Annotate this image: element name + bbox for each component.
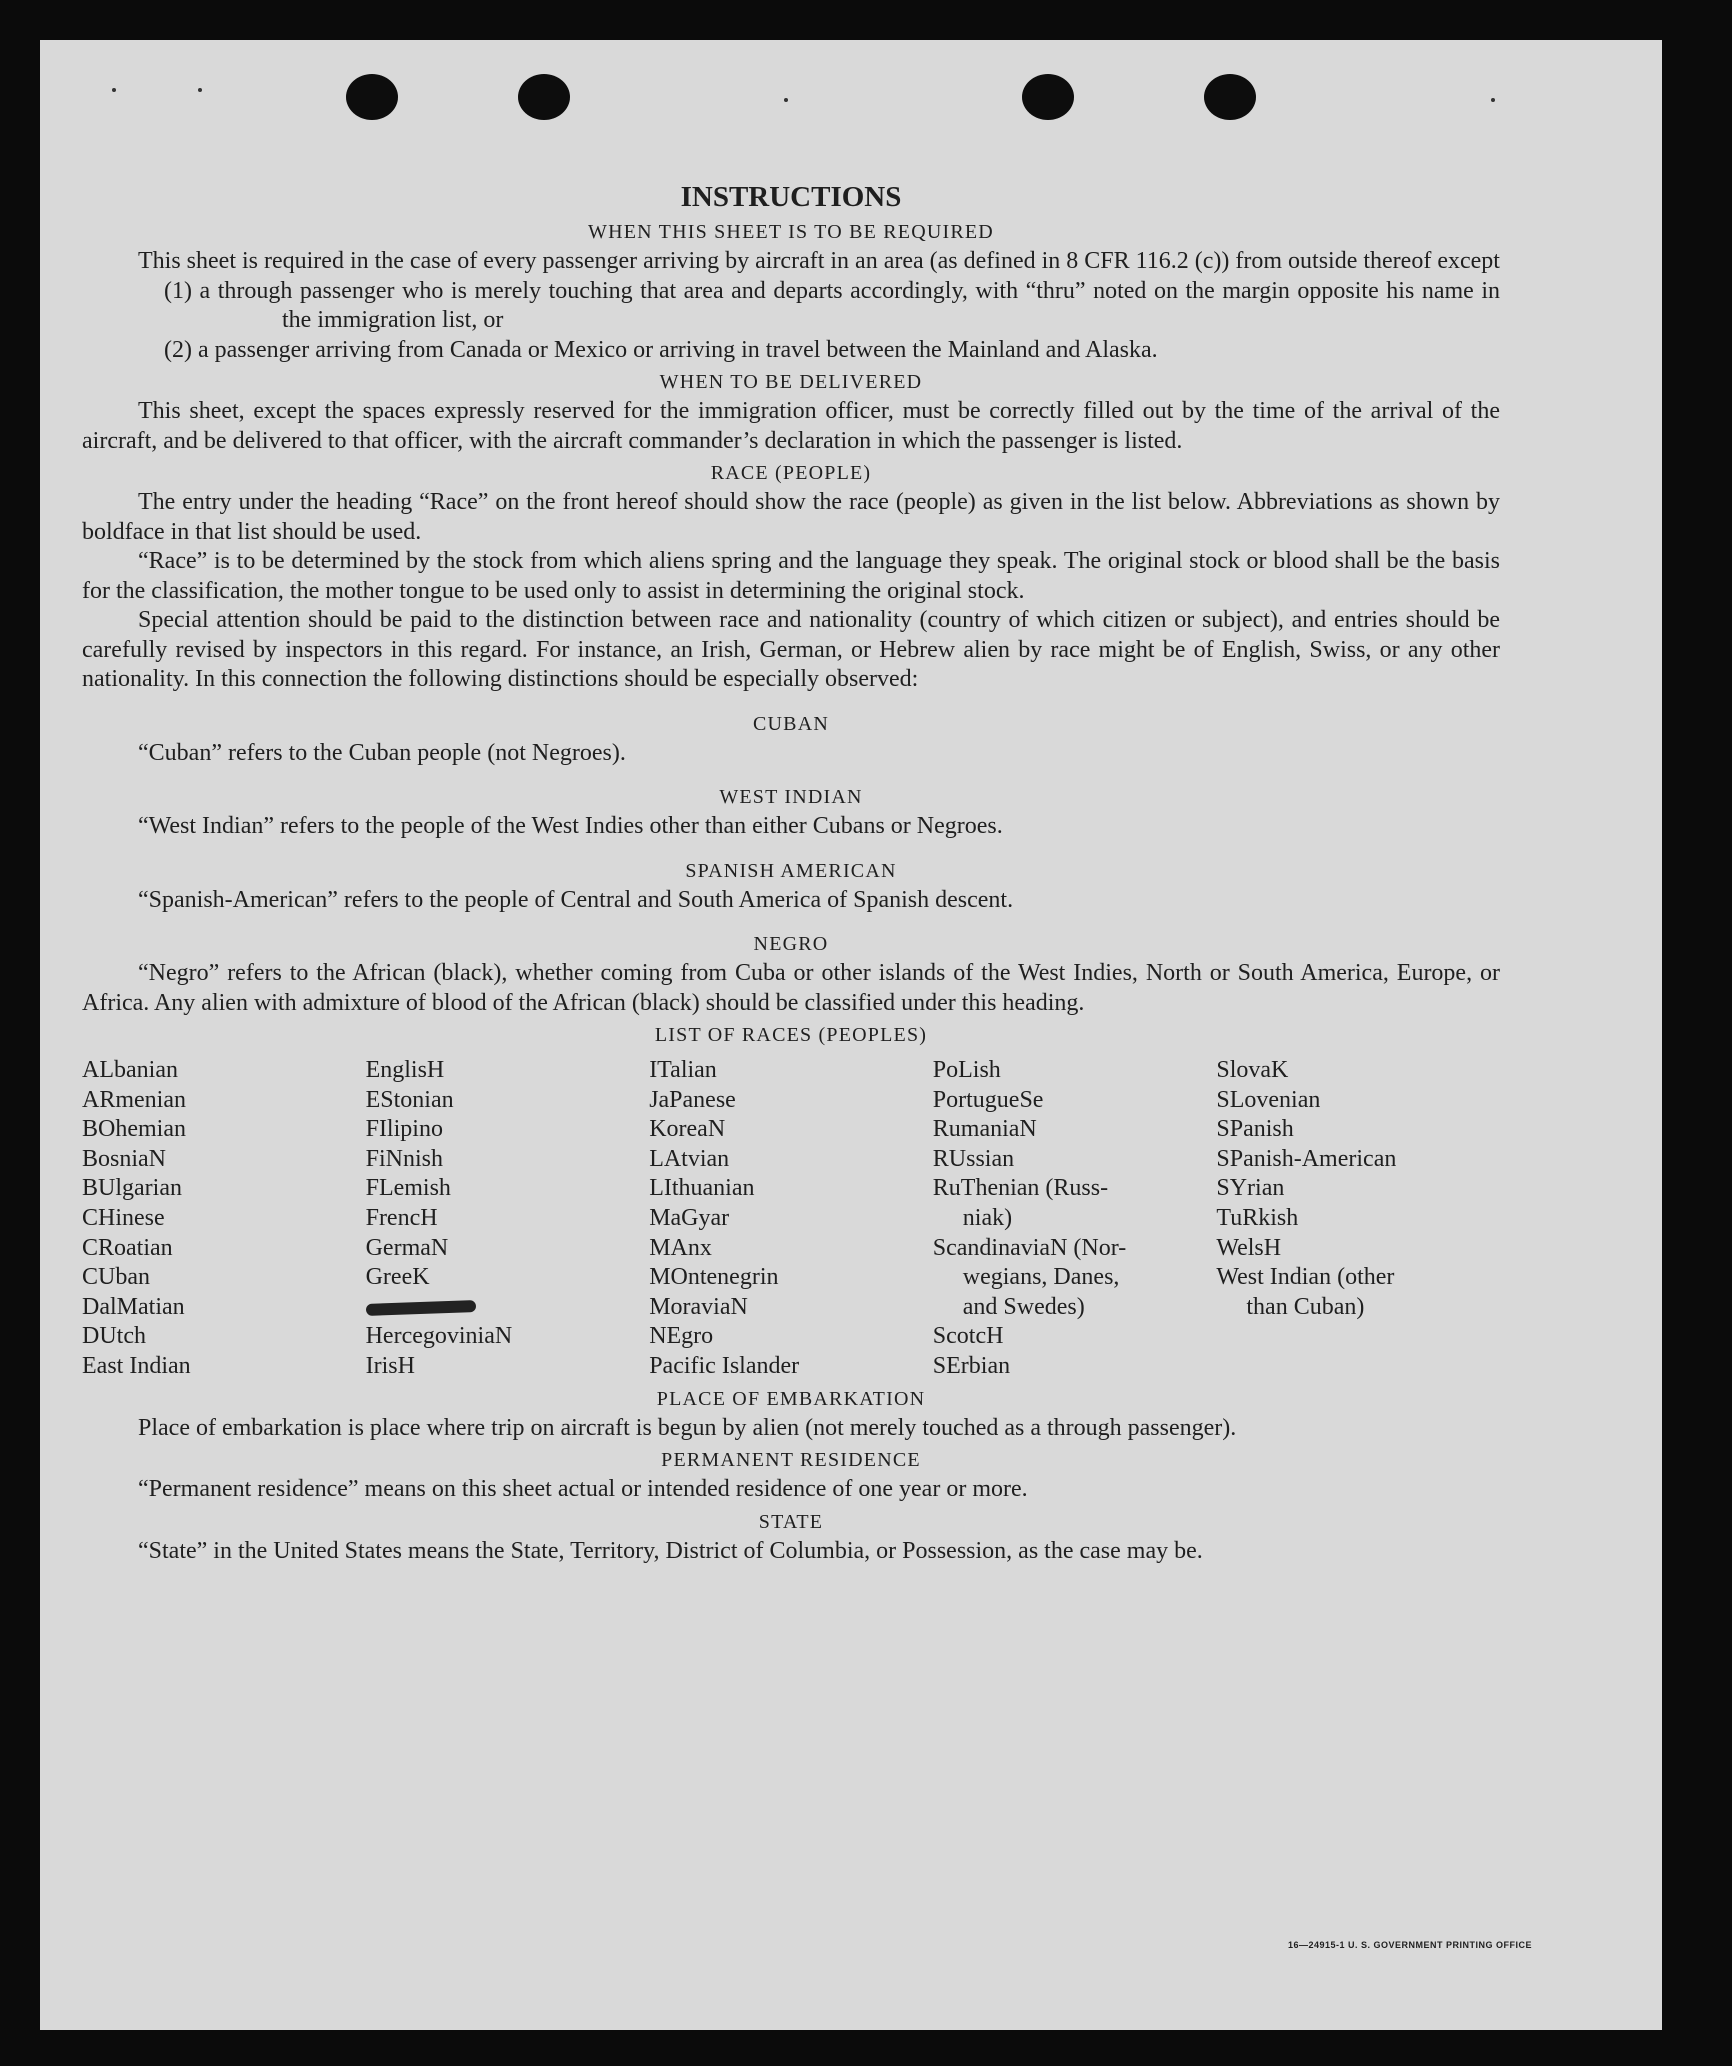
paragraph: “Cuban” refers to the Cuban people (not Negroes). xyxy=(138,739,626,766)
speck xyxy=(198,88,202,92)
section-heading: SPANISH AMERICAN xyxy=(685,859,897,882)
race-entry: MOntenegrin xyxy=(649,1264,779,1291)
paragraph: “State” in the United States means the State, Territory, District of Columbia, or Possession, as the case may be. xyxy=(138,1537,1203,1564)
race-entry: FrencH xyxy=(365,1204,438,1231)
section-heading: STATE xyxy=(758,1510,824,1533)
race-entry: MaGyar xyxy=(649,1204,730,1231)
race-entry: ITalian xyxy=(649,1057,717,1083)
race-entry: niak) xyxy=(962,1204,1013,1231)
race-entry: SlovaK xyxy=(1216,1057,1289,1083)
race-entry: ALbanian xyxy=(82,1057,178,1083)
race-entry: JaPanese xyxy=(649,1086,736,1113)
race-entry: RumaniaN xyxy=(932,1116,1037,1143)
race-entry: and Swedes) xyxy=(962,1293,1085,1320)
printer-imprint: 16—24915-1 U. S. GOVERNMENT PRINTING OFFICE xyxy=(1287,1940,1532,1950)
page-title: INSTRUCTIONS xyxy=(680,181,902,213)
race-entry: MoraviaN xyxy=(649,1293,748,1320)
paragraph: “Permanent residence” means on this sheet actual or intended residence of one year or more. xyxy=(138,1476,1028,1503)
race-entry: PoLish xyxy=(932,1057,1001,1083)
race-entry: RuThenian (Russ- xyxy=(932,1175,1109,1202)
race-entry: GermaN xyxy=(365,1234,449,1261)
punch-hole xyxy=(518,74,570,120)
section-heading: LIST OF RACES (PEOPLES) xyxy=(654,1024,928,1046)
paragraph: The entry under the heading “Race” on the front hereof should show the race (people) as given in the list below. Abbreviations as shown by boldface in that list should be used. xyxy=(82,489,1500,545)
paragraph: “West Indian” refers to the people of the West Indies other than either Cubans or Negroes. xyxy=(138,813,1003,839)
race-entry: LAtvian xyxy=(649,1145,730,1172)
race-entry: FIlipino xyxy=(365,1116,443,1143)
race-entry: ScotcH xyxy=(932,1323,1004,1350)
race-entry: HercegoviniaN xyxy=(365,1323,513,1350)
section-heading: WEST INDIAN xyxy=(719,786,863,808)
punch-hole xyxy=(1204,74,1256,120)
punch-hole xyxy=(346,74,398,120)
race-entry: EStonian xyxy=(365,1086,454,1113)
race-entry: CUban xyxy=(82,1264,150,1291)
section-heading: NEGRO xyxy=(753,933,829,955)
section-heading: RACE (PEOPLE) xyxy=(710,462,872,484)
race-entry: EnglisH xyxy=(365,1057,445,1083)
paragraph: Special attention should be paid to the distinction between race and nationality (country of which citizen or subject), and entries should be carefully revised by inspectors in this regard. For instance, an Irish, German, or Hebrew alien by race might be of English, Swiss, or any other nationality. In this connection the following distinctions should be especially observed: xyxy=(82,607,1500,692)
race-entry: DUtch xyxy=(82,1323,146,1350)
section-heading: WHEN THIS SHEET IS TO BE REQUIRED xyxy=(588,221,994,243)
race-column xyxy=(82,1056,366,1382)
race-column xyxy=(1216,1056,1500,1382)
paragraph: “Spanish-American” refers to the people of Central and South America of Spanish descent. xyxy=(138,886,1014,913)
race-entry: ARmenian xyxy=(82,1086,186,1113)
race-entry: FiNnish xyxy=(365,1145,443,1172)
paragraph: “Negro” refers to the African (black), whether coming from Cuba or other islands of the West Indies, North or South America, Europe, or Africa. Any alien with admixture of blood of the African (black) should be classified under this heading. xyxy=(82,960,1500,1016)
race-entry: SErbian xyxy=(932,1352,1011,1379)
race-entry: WelsH xyxy=(1216,1234,1282,1261)
race-column xyxy=(366,1056,650,1382)
paragraph: This sheet is required in the case of every passenger arriving by aircraft in an area (as defined in 8 CFR 116.2 (c)) from outside thereof except xyxy=(138,248,1500,274)
race-entry: East Indian xyxy=(82,1352,191,1379)
race-entry: than Cuban) xyxy=(1246,1293,1365,1320)
race-entry: NEgro xyxy=(649,1323,714,1350)
race-entry: Pacific Islander xyxy=(649,1352,800,1379)
race-entry: wegians, Danes, xyxy=(962,1264,1120,1291)
race-entry: DalMatian xyxy=(82,1293,185,1320)
race-entry: PortugueSe xyxy=(932,1086,1044,1113)
race-entry: KoreaN xyxy=(649,1116,726,1143)
race-entry: SPanish xyxy=(1216,1116,1294,1143)
paragraph: “Race” is to be determined by the stock from which aliens spring and the language they speak. The original stock or blood shall be the basis for the classification, the mother tongue to be used only to assist in determining the original stock. xyxy=(82,548,1500,604)
speck xyxy=(784,98,788,102)
document-page xyxy=(40,40,1662,2030)
paragraph: Place of embarkation is place where trip on aircraft is begun by alien (not merely touched as a through passenger). xyxy=(138,1414,1237,1441)
race-entry: SYrian xyxy=(1216,1175,1285,1202)
redacted-entry xyxy=(366,1293,650,1323)
race-entry: BOhemian xyxy=(82,1116,186,1143)
race-entry: IrisH xyxy=(365,1352,415,1379)
section-heading: PLACE OF EMBARKATION xyxy=(656,1387,926,1410)
speck xyxy=(1491,98,1495,102)
race-column xyxy=(649,1056,933,1382)
list-item: (2) a passenger arriving from Canada or Mexico or arriving in travel between the Mainland and Alaska. xyxy=(164,336,1158,363)
redaction-mark xyxy=(365,1300,475,1316)
paragraph: This sheet, except the spaces expressly reserved for the immigration officer, must be correctly filled out by the time of the arrival of the aircraft, and be delivered to that officer, with the aircraft commander’s declaration in which the passenger is listed. xyxy=(82,398,1500,454)
race-entry: CHinese xyxy=(82,1204,165,1231)
list-item: (1) a through passenger who is merely touching that area and departs accordingly, with “thru” noted on the margin opposite his name in the immigration list, or xyxy=(164,277,1500,333)
race-entry: SLovenian xyxy=(1216,1086,1321,1113)
race-entry: FLemish xyxy=(365,1175,451,1202)
race-entry: BUlgarian xyxy=(82,1175,182,1202)
race-entry: MAnx xyxy=(649,1234,712,1261)
race-column xyxy=(933,1056,1217,1382)
race-entry: ScandinaviaN (Nor- xyxy=(932,1234,1127,1261)
race-entry: TuRkish xyxy=(1216,1204,1299,1231)
speck xyxy=(112,88,116,92)
race-entry: LIthuanian xyxy=(649,1175,755,1202)
section-heading: PERMANENT RESIDENCE xyxy=(661,1449,921,1472)
race-entry: BosniaN xyxy=(82,1145,166,1172)
race-entry: CRoatian xyxy=(82,1234,173,1261)
race-entry: RUssian xyxy=(932,1145,1015,1172)
section-heading: WHEN TO BE DELIVERED xyxy=(659,371,923,393)
race-list xyxy=(82,1056,1500,1382)
instructions-content xyxy=(82,180,1500,1566)
race-entry: GreeK xyxy=(365,1264,430,1291)
race-entry: West Indian (other xyxy=(1216,1264,1395,1291)
race-entry: SPanish-American xyxy=(1216,1145,1397,1172)
section-heading: CUBAN xyxy=(752,712,829,735)
punch-hole xyxy=(1022,74,1074,120)
